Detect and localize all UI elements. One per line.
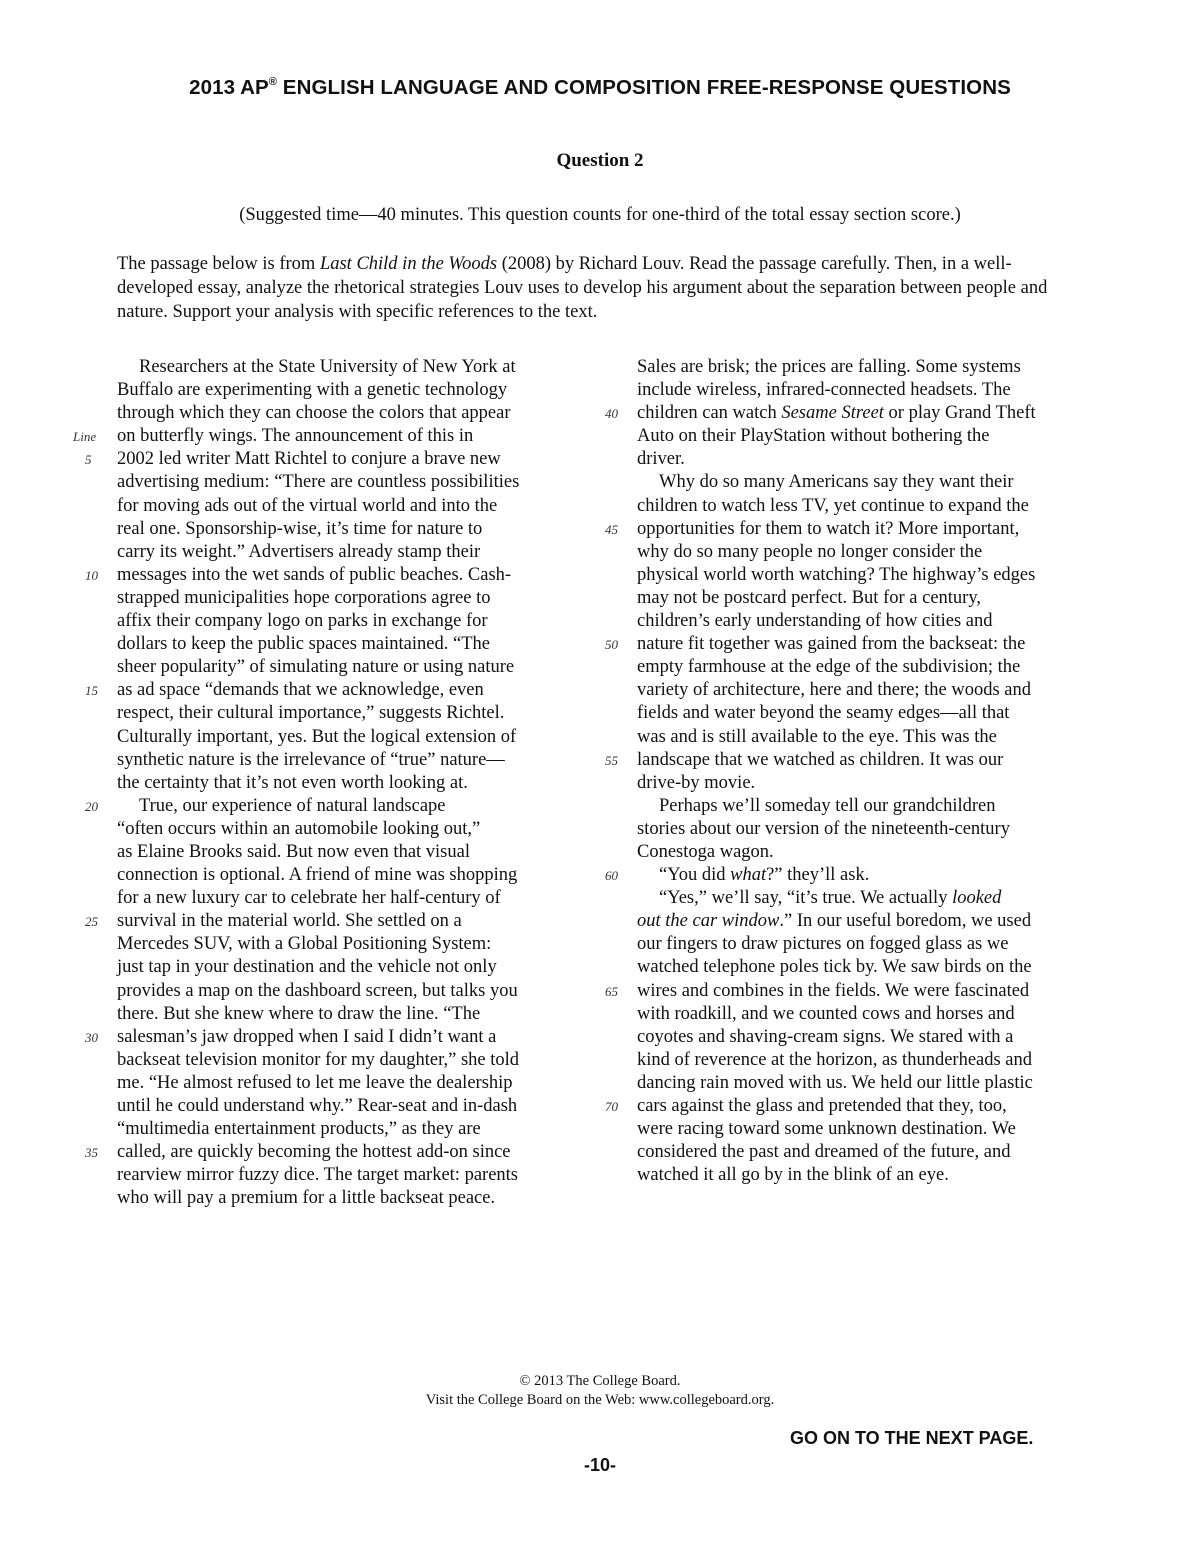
passage-line xyxy=(637,772,1087,795)
line-text: driver. xyxy=(637,449,685,470)
line-number: 60 xyxy=(605,868,618,884)
line-text: considered the past and dreamed of the future, and xyxy=(637,1142,1011,1163)
passage-line xyxy=(117,726,577,749)
line-text: called, are quickly becoming the hottest add-on since xyxy=(117,1142,511,1163)
line-text: wires and combines in the fields. We were fascinated xyxy=(637,980,1030,1001)
passage-line xyxy=(637,495,1087,518)
passage-line xyxy=(117,541,577,564)
line-text: cars against the glass and pretended that they, too, xyxy=(637,1096,1007,1116)
passage-line xyxy=(605,518,1087,541)
line-text: for moving ads out of the virtual world and into the xyxy=(117,495,498,516)
passage-line xyxy=(85,448,577,471)
line-text: dancing rain moved with us. We held our little plastic xyxy=(637,1072,1033,1093)
passage-line xyxy=(637,679,1087,702)
line-text: Researchers at the State University of New York at xyxy=(139,357,516,377)
passage-line xyxy=(637,702,1087,725)
line-text: Auto on their PlayStation without bothering the xyxy=(637,426,990,447)
line-text: opportunities for them to watch it? More important, xyxy=(637,518,1020,539)
line-text: why do so many people no longer consider the xyxy=(637,541,983,562)
line-text: “often occurs within an automobile looking out,” xyxy=(117,818,481,839)
header-title-pre: 2013 AP xyxy=(189,76,269,99)
suggested-time: (Suggested time—40 minutes. This question counts for one-third of the total essay section score.) xyxy=(239,205,961,225)
passage-line xyxy=(637,795,1087,818)
line-number: 15 xyxy=(85,683,98,699)
passage-line xyxy=(85,564,577,587)
line-text: carry its weight.” Advertisers already stamp their xyxy=(117,541,481,562)
passage-line xyxy=(117,518,577,541)
passage-line xyxy=(637,1049,1087,1072)
line-number: 65 xyxy=(605,983,618,999)
line-text: affix their company logo on parks in exchange for xyxy=(117,611,488,632)
line-text: backseat television monitor for my daughter,” she told xyxy=(117,1049,520,1070)
page-number: -10- xyxy=(583,1455,616,1475)
line-text: rearview mirror fuzzy dice. The target market: parents xyxy=(117,1165,518,1186)
passage-line xyxy=(605,1095,1087,1118)
line-number: 35 xyxy=(85,1145,98,1161)
line-text: stories about our version of the nineteenth-century xyxy=(637,818,1010,839)
line-text: our fingers to draw pictures on fogged glass as we xyxy=(637,934,1009,955)
passage-line xyxy=(117,1187,577,1210)
line-text: nature fit together was gained from the backseat: the xyxy=(637,634,1026,655)
line-text: drive-by movie. xyxy=(637,772,756,793)
line-text: for a new luxury car to celebrate her half-century of xyxy=(117,888,501,909)
passage-line xyxy=(85,1026,577,1049)
passage-line xyxy=(117,956,577,979)
line-text: “multimedia entertainment products,” as they are xyxy=(117,1119,481,1140)
line-text: the certainty that it’s not even worth looking at. xyxy=(117,772,468,793)
passage-line xyxy=(117,1095,577,1118)
line-text: physical world worth watching? The highway’s edges xyxy=(637,564,1036,585)
line-text: Perhaps we’ll someday tell our grandchildren xyxy=(659,795,996,816)
line-number: 50 xyxy=(605,637,618,653)
line-text: Mercedes SUV, with a Global Positioning System: xyxy=(117,934,492,955)
line-text: strapped municipalities hope corporations agree to xyxy=(117,587,491,608)
line-text: survival in the material world. She settled on a xyxy=(117,911,462,932)
line-text: Conestoga wagon. xyxy=(637,841,774,862)
line-text: real one. Sponsorship-wise, it’s time for nature to xyxy=(117,518,483,539)
page-header xyxy=(0,76,1200,100)
line-italic-text: looked xyxy=(952,888,1002,909)
passage-line xyxy=(637,587,1087,610)
line-text: watched telephone poles tick by. We saw birds on the xyxy=(637,957,1032,978)
registered-mark: ® xyxy=(268,76,278,88)
passage-line xyxy=(117,656,577,679)
line-text: as Elaine Brooks said. But now even that visual xyxy=(117,841,470,862)
passage-line xyxy=(117,471,577,494)
line-italic-text: what xyxy=(730,865,767,886)
passage-line xyxy=(117,818,577,841)
footer xyxy=(0,1372,1200,1410)
passage-line xyxy=(605,980,1087,1003)
line-number: 55 xyxy=(605,752,618,768)
line-text: dollars to keep the public spaces maintained. “The xyxy=(117,634,490,655)
passage-line xyxy=(117,841,577,864)
line-text: may not be postcard perfect. But for a century, xyxy=(637,587,982,608)
passage-line xyxy=(117,633,577,656)
passage-line xyxy=(117,980,577,1003)
passage-line xyxy=(637,564,1087,587)
passage-line xyxy=(637,1118,1087,1141)
line-text: watched it all go by in the blink of an eye. xyxy=(637,1165,949,1186)
line-text-rest: or play Grand Theft xyxy=(883,403,1036,424)
line-text: as ad space “demands that we acknowledge, even xyxy=(117,680,484,701)
line-text: 2002 led writer Matt Richtel to conjure a brave new xyxy=(117,449,501,470)
passage-line xyxy=(117,1118,577,1141)
passage-line xyxy=(117,1072,577,1095)
line-text: coyotes and shaving-cream signs. We stared with a xyxy=(637,1026,1014,1047)
passage-line xyxy=(605,749,1087,772)
passage-line xyxy=(85,795,577,818)
line-text: respect, their cultural importance,” suggests Richtel. xyxy=(117,703,505,724)
line-text: salesman’s jaw dropped when I said I didn’t want a xyxy=(117,1026,497,1047)
passage-line xyxy=(117,1049,577,1072)
header-title-post: ENGLISH LANGUAGE AND COMPOSITION FREE-RESPONSE QUESTIONS xyxy=(277,76,1011,99)
footer-visit: Visit the College Board on the Web: www.collegeboard.org. xyxy=(425,1392,775,1408)
line-text: Sales are brisk; the prices are falling. Some systems xyxy=(637,357,1021,377)
passage-line xyxy=(637,1072,1087,1095)
passage-line xyxy=(85,910,577,933)
passage-line xyxy=(637,910,1087,933)
passage-line xyxy=(117,749,577,772)
prompt-after: (2008) by Richard Louv. Read the passage carefully. Then, in a well-developed essay, analyze the rhetorical strategies Louv uses to develop his argument about the separation between people and nature. Support your analysis with specific references to the text. xyxy=(117,254,1048,323)
line-text: kind of reverence at the horizon, as thunderheads and xyxy=(637,1049,1033,1070)
line-text: were racing toward some unknown destination. We xyxy=(637,1119,1016,1140)
line-text: “You did xyxy=(659,865,731,886)
line-text: on butterfly wings. The announcement of this in xyxy=(117,426,474,447)
passage-line xyxy=(637,818,1087,841)
line-text: children’s early understanding of how cities and xyxy=(637,611,993,632)
passage-line xyxy=(637,1141,1087,1164)
passage-line xyxy=(117,356,577,379)
passage-line xyxy=(637,887,1087,910)
line-italic-text: Sesame Street xyxy=(781,403,884,424)
passage-line xyxy=(73,425,577,448)
passage-line xyxy=(637,726,1087,749)
line-text: just tap in your destination and the vehicle not only xyxy=(117,957,497,978)
line-number: 40 xyxy=(605,406,618,422)
line-number: 5 xyxy=(85,452,92,468)
line-text: advertising medium: “There are countless possibilities xyxy=(117,472,520,493)
passage-line xyxy=(637,1164,1087,1187)
passage-line xyxy=(637,1026,1087,1049)
passage-line xyxy=(637,1003,1087,1026)
line-text: synthetic nature is the irrelevance of “true” nature— xyxy=(117,749,505,770)
passage-line xyxy=(637,379,1087,402)
line-number: 70 xyxy=(605,1099,618,1114)
line-text: connection is optional. A friend of mine was shopping xyxy=(117,865,518,886)
question-title: Question 2 xyxy=(556,150,644,171)
line-text: there. But she knew where to draw the line. “The xyxy=(117,1003,481,1024)
passage-line xyxy=(605,402,1087,425)
passage-line xyxy=(117,864,577,887)
passage-line xyxy=(637,448,1087,471)
line-number: 45 xyxy=(605,521,618,537)
line-text: children can watch xyxy=(637,403,782,424)
line-text: sheer popularity” of simulating nature or using nature xyxy=(117,657,515,678)
line-label: Line xyxy=(73,429,97,445)
line-text: messages into the wet sands of public beaches. Cash- xyxy=(117,564,512,585)
line-text: provides a map on the dashboard screen, but talks you xyxy=(117,980,518,1001)
passage-line xyxy=(637,610,1087,633)
line-text: Buffalo are experimenting with a genetic technology xyxy=(117,380,508,401)
line-text: who will pay a premium for a little backseat peace. xyxy=(117,1188,496,1209)
line-text-rest: .” In our useful boredom, we used xyxy=(779,911,1032,932)
line-text: Why do so many Americans say they want their xyxy=(659,472,1014,493)
passage-line xyxy=(117,610,577,633)
line-number: 10 xyxy=(85,567,98,583)
passage-line xyxy=(117,1003,577,1026)
passage-line xyxy=(117,772,577,795)
passage-line xyxy=(117,379,577,402)
line-text: through which they can choose the colors that appear xyxy=(117,403,511,424)
line-text: variety of architecture, here and there; the woods and xyxy=(637,680,1031,701)
footer-copyright: © 2013 The College Board. xyxy=(519,1373,681,1389)
passage-line xyxy=(637,541,1087,564)
line-text-rest: ?” they’ll ask. xyxy=(766,865,870,886)
line-text: until he could understand why.” Rear-seat and in-dash xyxy=(117,1096,518,1116)
passage-line xyxy=(117,1164,577,1187)
passage-line xyxy=(117,495,577,518)
line-text: was and is still available to the eye. This was the xyxy=(637,726,997,747)
line-text: empty farmhouse at the edge of the subdivision; the xyxy=(637,657,1021,678)
line-text: with roadkill, and we counted cows and horses and xyxy=(637,1003,1015,1024)
passage-line xyxy=(85,679,577,702)
passage-line xyxy=(637,471,1087,494)
passage-right-column xyxy=(605,356,1087,1187)
passage-line xyxy=(117,587,577,610)
passage-line xyxy=(637,956,1087,979)
line-text: children to watch less TV, yet continue to expand the xyxy=(637,495,1029,516)
passage-line xyxy=(85,1141,577,1164)
line-text: landscape that we watched as children. It was our xyxy=(637,749,1004,770)
go-on-notice: GO ON TO THE NEXT PAGE. xyxy=(790,1428,1034,1448)
passage-line xyxy=(637,425,1087,448)
line-text: fields and water beyond the seamy edges—all that xyxy=(637,703,1010,724)
passage-line xyxy=(637,356,1087,379)
line-number: 20 xyxy=(85,798,98,814)
prompt-before: The passage below is from xyxy=(117,254,320,274)
line-text: me. “He almost refused to let me leave the dealership xyxy=(117,1072,513,1093)
question-prompt xyxy=(117,252,1085,325)
passage-line xyxy=(637,841,1087,864)
line-text: “Yes,” we’ll say, “it’s true. We actually xyxy=(659,888,953,909)
passage-line xyxy=(117,887,577,910)
passage-line xyxy=(117,933,577,956)
line-text: Culturally important, yes. But the logical extension of xyxy=(117,726,517,747)
line-number: 25 xyxy=(85,914,98,930)
passage-line xyxy=(117,402,577,425)
line-italic-text: out the car window xyxy=(637,911,780,932)
passage-line xyxy=(637,656,1087,679)
line-text: True, our experience of natural landscape xyxy=(139,795,446,816)
line-text: include wireless, infrared-connected headsets. The xyxy=(637,380,1011,401)
passage-left-column xyxy=(73,356,577,1210)
passage-line xyxy=(637,933,1087,956)
passage-line xyxy=(605,633,1087,656)
prompt-book-title: Last Child in the Woods xyxy=(319,254,498,274)
passage-line xyxy=(605,864,1087,887)
line-number: 30 xyxy=(85,1029,98,1045)
passage-line xyxy=(117,702,577,725)
